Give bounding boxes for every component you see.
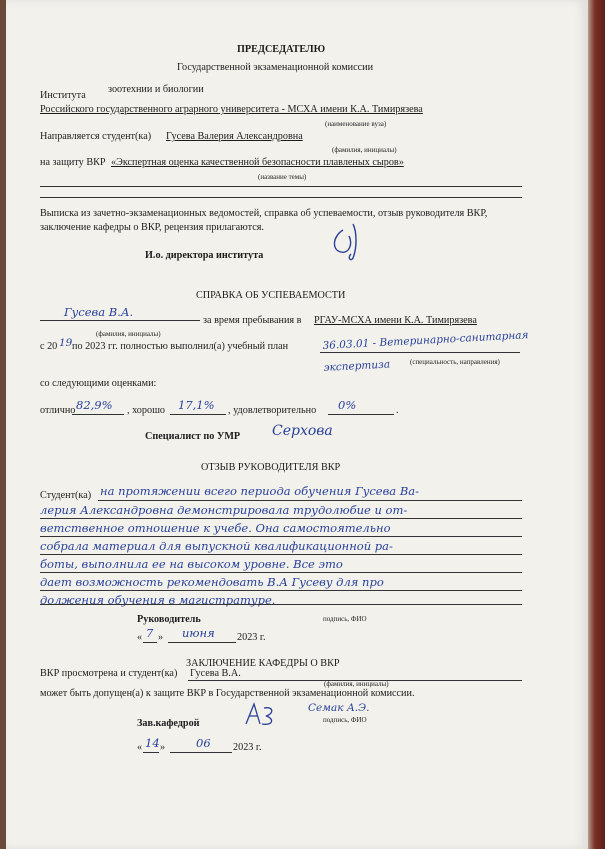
review-rule [40, 572, 522, 573]
grades-certificate-title: СПРАВКА ОБ УСПЕВАЕМОСТИ [196, 290, 346, 301]
addressee-title: ПРЕДСЕДАТЕЛЮ [237, 44, 326, 55]
conclusion-date-open-quote: « [137, 742, 143, 753]
specialist-label: Специалист по УМР [145, 431, 241, 442]
student-label: Направляется студент(ка) [40, 131, 152, 142]
excellent-value: 82,9% [76, 398, 113, 412]
specialist-signature: Серхова [272, 423, 333, 439]
head-of-department-signature [240, 700, 280, 730]
head-of-department-label: Зав.кафедрой [137, 718, 200, 729]
addressee-subtitle: Государственной экзаменационной комиссии [177, 62, 374, 73]
review-title: ОТЗЫВ РУКОВОДИТЕЛЯ ВКР [201, 462, 341, 473]
review-line: дает возможность рекомендовать В.А Гусеву для про [40, 575, 384, 589]
conclusion-reviewed-text: ВКР просмотрена и студент(ка) [40, 668, 178, 679]
review-rule [40, 518, 522, 519]
conclusion-admission-text: может быть допущен(а) к защите ВКР в Государственной экзаменационной комиссии. [40, 688, 415, 699]
review-student-label: Студент(ка) [40, 490, 92, 501]
conclusion-student-name: Гусева В.А. [190, 668, 241, 679]
conclusion-date-year: 2023 г. [233, 742, 262, 753]
specialty-handwritten: 36.03.01 - Ветеринарно-санитарная экспертиза [322, 329, 529, 374]
attachments-text: Выписка из зачетно-экзаменационных ведомостей, справка об успеваемости, отзыв руководителя ВКР, заключение кафедры о ВКР, рецензия прилагаются. [40, 208, 488, 233]
good-label: , хорошо [127, 405, 166, 416]
excellent-label: отлично [40, 405, 76, 416]
supervisor-signature-caption: подпись, ФИО [323, 615, 367, 623]
review-line: должения обучения в магистратуре. [40, 593, 276, 607]
good-line [170, 414, 226, 415]
student-name-line [40, 320, 200, 321]
review-date-month: июня [182, 626, 215, 640]
review-line: лерия Александровна демонстрировала трудолюбие и от- [40, 503, 408, 517]
director-signature [323, 218, 383, 262]
period-dot: . [396, 405, 399, 416]
years-start-handwritten: 19 [59, 337, 73, 349]
review-line: собрала материал для выпускной квалификационной ра- [40, 539, 393, 553]
supervisor-label: Руководитель [137, 614, 201, 625]
satisfactory-label: , удовлетворительно [228, 405, 317, 416]
review-line: боты, выполнила ее на высоком уровне. Все это [40, 557, 343, 571]
student-name-handwritten: Гусева В.А. [64, 305, 134, 319]
specialty-line [320, 352, 520, 353]
conclusion-date-day: 14 [145, 736, 160, 750]
review-date-year: 2023 г. [237, 632, 266, 643]
conclusion-student-caption: (фамилия, инициалы) [324, 680, 389, 688]
satisfactory-value: 0% [338, 398, 357, 412]
conclusion-date-close-quote: » [160, 742, 166, 753]
institute-label: Института [40, 90, 86, 101]
satisfactory-line [328, 414, 394, 415]
review-rule [98, 500, 522, 501]
student-caption: (фамилия, инициалы) [332, 146, 397, 154]
years-prefix: с 20 [40, 341, 58, 352]
review-date-open-quote: « [137, 632, 143, 643]
period-university: РГАУ-МСХА имени К.А. Тимирязева [314, 315, 477, 326]
review-line: на протяжении всего периода обучения Гусева Ва- [100, 484, 420, 498]
head-signature-caption: подпись, ФИО [323, 716, 367, 724]
date-line [143, 752, 159, 753]
student-name-caption: (фамилия, инициалы) [96, 330, 161, 338]
institute-value: зоотехнии и биологии [108, 84, 204, 95]
date-line [143, 642, 157, 643]
binder-edge [588, 0, 605, 849]
blank-line [40, 186, 522, 187]
review-date-day: 7 [146, 626, 154, 640]
university-caption: (наименование вуза) [325, 120, 387, 128]
review-line: ветственное отношение к учебе. Она самостоятельно [40, 521, 391, 535]
conclusion-date-month: 06 [196, 736, 211, 750]
review-rule [40, 536, 522, 537]
thesis-title: «Экспертная оценка качественной безопасности плавленых сыров» [111, 157, 404, 168]
specialty-caption: (специальность, направления) [410, 358, 500, 366]
date-line [170, 752, 232, 753]
director-label: И.о. директора института [145, 250, 264, 261]
student-name: Гусева Валерия Александровна [166, 131, 303, 142]
university-name: Российского государственного аграрного университета - МСХА имени К.А. Тимирязева [40, 104, 423, 115]
good-value: 17,1% [178, 398, 215, 412]
years-text: по 2023 гг. полностью выполнил(а) учебный план [72, 341, 289, 352]
thesis-label: на защиту ВКР [40, 157, 106, 168]
review-rule [40, 590, 522, 591]
thesis-caption: (название темы) [258, 173, 307, 181]
period-text: за время пребывания в [203, 315, 302, 326]
date-line [168, 642, 236, 643]
review-rule [40, 604, 522, 605]
blank-line [40, 197, 522, 198]
head-of-department-name: Семак А.Э. [308, 702, 370, 714]
grades-intro: со следующими оценками: [40, 378, 157, 389]
review-rule [40, 554, 522, 555]
conclusion-title: ЗАКЛЮЧЕНИЕ КАФЕДРЫ О ВКР [186, 658, 340, 669]
review-date-close-quote: » [158, 632, 164, 643]
excellent-line [72, 414, 124, 415]
